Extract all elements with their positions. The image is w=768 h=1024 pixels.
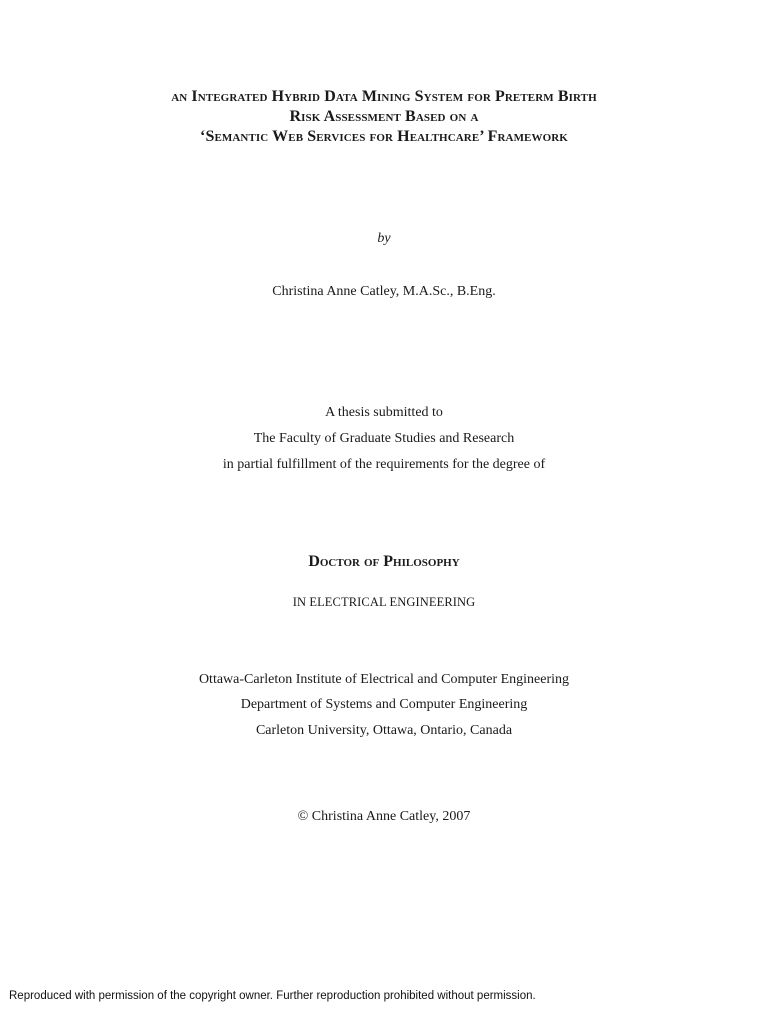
- submission-line-1: A thesis submitted to: [325, 405, 443, 420]
- author-name: Christina Anne Catley, M.A.Sc., B.Eng.: [272, 284, 496, 299]
- copyright-notice: © Christina Anne Catley, 2007: [297, 809, 471, 824]
- submission-line-2: The Faculty of Graduate Studies and Research: [253, 431, 515, 446]
- institution-line-1: Ottawa-Carleton Institute of Electrical and Computer Engineering: [198, 672, 570, 687]
- submission-line-3: in partial fulfillment of the requirements for the degree of: [222, 457, 546, 472]
- institution-line-3: Carleton University, Ottawa, Ontario, Canada: [255, 723, 513, 738]
- byline: by: [377, 231, 391, 246]
- degree-field: IN ELECTRICAL ENGINEERING: [292, 595, 476, 609]
- degree-title: Doctor of Philosophy: [308, 553, 460, 570]
- thesis-title-line-2: Risk Assessment Based on a: [289, 108, 479, 125]
- reproduction-footer: Reproduced with permission of the copyright owner. Further reproduction prohibited without permission.: [9, 990, 536, 1002]
- thesis-title-line-3: ‘Semantic Web Services for Healthcare’ Framework: [200, 128, 568, 145]
- institution-line-2: Department of Systems and Computer Engineering: [240, 697, 528, 712]
- thesis-title-line-1: an Integrated Hybrid Data Mining System for Preterm Birth: [171, 88, 597, 105]
